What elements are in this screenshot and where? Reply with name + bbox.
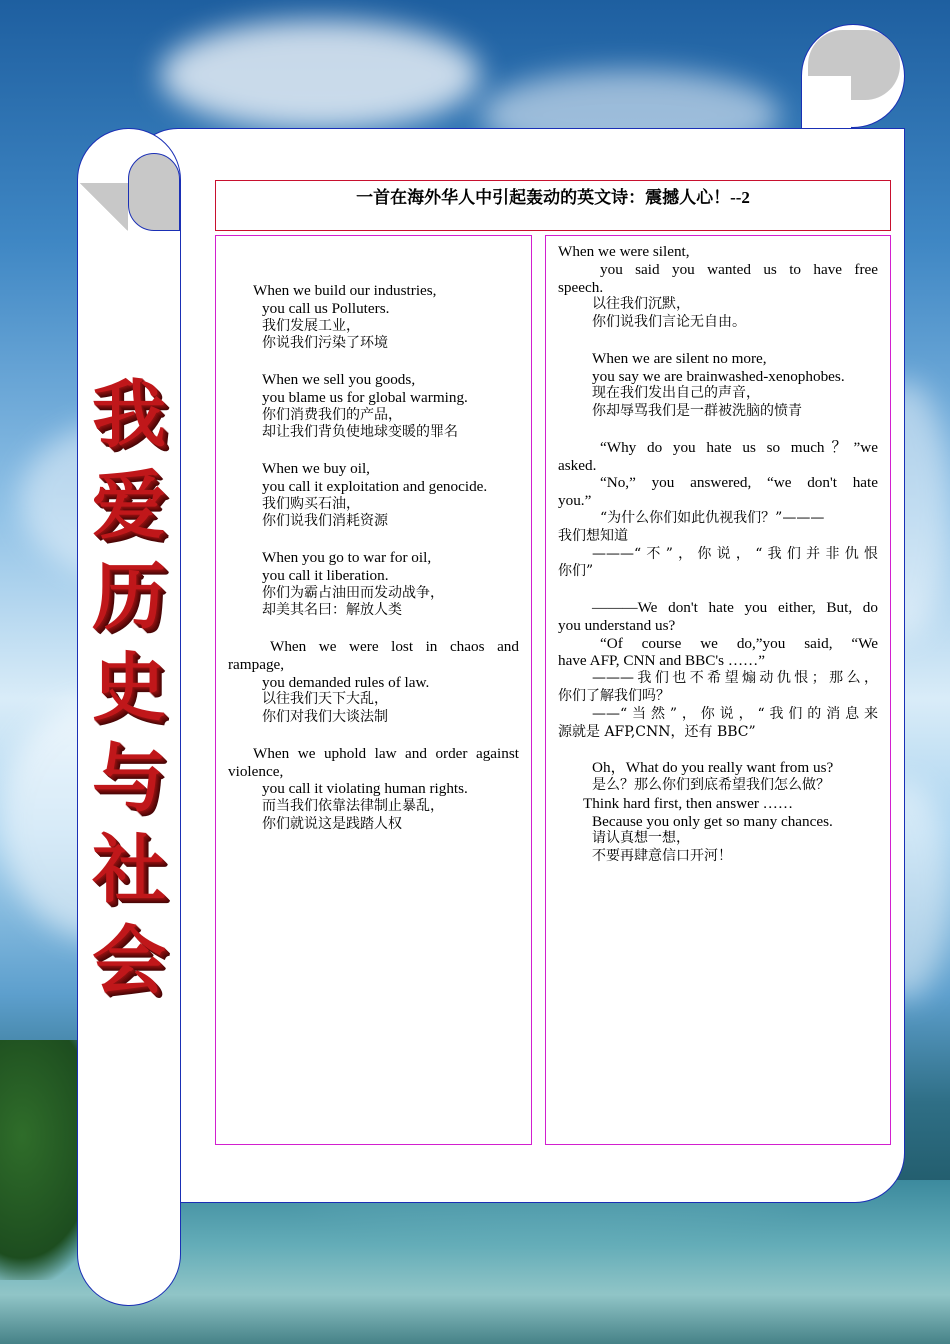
poem-line: you say we are brainwashed-xenophobes.: [592, 367, 845, 385]
stanza-gap: [228, 442, 519, 460]
poem-line: you.”: [558, 492, 592, 510]
poem-line: you said you wanted us to have free: [600, 260, 878, 278]
poem-line: 不要再肆意信口开河！: [592, 848, 732, 865]
poem-line: ——“当然”，你说，“我们的消息来: [592, 705, 878, 722]
poem-title-text: 一首在海外华人中引起轰动的英文诗：震撼人心！--2: [356, 188, 750, 207]
poem-line: 你们说我们消耗资源: [262, 513, 388, 530]
vertical-title-char: 社: [92, 827, 166, 913]
poem-line: 却美其名曰：解放人类: [262, 602, 402, 619]
poem-line: When we build our industries,: [253, 282, 437, 299]
scroll-curl-top-left: [128, 153, 180, 231]
stanza-gap: [228, 353, 519, 371]
poem-line: 以往我们沉默，: [592, 296, 690, 313]
poem-line: violence,: [228, 762, 284, 780]
vertical-title-char: 会: [92, 918, 166, 1004]
poem-line: 你却辱骂我们是一群被洗脑的愤青: [592, 403, 802, 420]
poem-line: 你们为霸占油田而发动战争，: [262, 584, 444, 601]
poem-line: When we were lost in chaos and: [270, 637, 519, 655]
poem-line: you understand us?: [558, 616, 676, 634]
stanza-gap: [558, 581, 878, 599]
poem-line: rampage,: [228, 655, 285, 673]
poem-line: you blame us for global warming.: [262, 388, 468, 406]
poem-line: 现在我们发出自己的声音，: [592, 385, 760, 402]
poem-line: 你们消费我们的产品，: [262, 406, 402, 423]
poem-line: 你们对我们大谈法制: [262, 709, 388, 726]
poem-column-left: [215, 235, 532, 1145]
poem-line: 却让我们背负使地球变暖的罪名: [262, 424, 458, 441]
poem-line: you demanded rules of law.: [262, 673, 430, 691]
poem-line: When we sell you goods,: [262, 370, 416, 388]
poem-line: “Why do you hate us so much？”we: [600, 438, 878, 456]
poem-line: “No,” you answered, “we don't hate: [600, 474, 878, 492]
stanza-gap: [228, 531, 519, 549]
stanza-gap: [228, 620, 519, 638]
poem-line: 我们想知道: [558, 527, 628, 544]
vertical-title-char: 爱: [92, 463, 166, 549]
vertical-title-char: 史: [92, 645, 166, 731]
poem-line: you call it liberation.: [262, 566, 389, 584]
poem-line: 我们发展工业，: [262, 317, 360, 334]
vertical-title-char: 历: [92, 554, 166, 640]
poem-line: ———我们也不希望煽动仇恨；那么，: [592, 670, 878, 687]
poem-line: When we were silent,: [558, 243, 690, 260]
poem-line: When we uphold law and order against: [253, 744, 519, 762]
poem-line: When you go to war for oil,: [262, 548, 432, 566]
stanza-gap: [558, 421, 878, 439]
poem-line: 你说我们污染了环境: [262, 335, 388, 352]
poem-line: 你们”: [558, 563, 594, 580]
poem-line: “为什么你们如此仇视我们？”———: [600, 509, 825, 526]
poem-line: speech.: [558, 278, 604, 296]
poem-line: 而当我们依靠法律制止暴乱，: [262, 798, 444, 815]
poem-line: you call it violating human rights.: [262, 780, 468, 798]
poem-title: [215, 180, 891, 231]
poem-line: 请认真想一想，: [592, 830, 690, 847]
poem-line: ———“不”，你说，“我们并非仇恨: [592, 545, 878, 562]
poem-line: Because you only get so many chances.: [592, 812, 833, 830]
poem-line: 你们就说这是践踏人权: [262, 815, 402, 832]
poem-line: you call it exploitation and genocide.: [262, 477, 488, 495]
poem-line: 我们购买石油，: [262, 495, 360, 512]
vertical-section-title: [80, 370, 178, 1007]
poem-line: 源就是 AFP,CNN，还有 BBC”: [558, 723, 756, 740]
poem-line: 以往我们天下大乱，: [262, 691, 388, 708]
poem-line: you call us Polluters.: [262, 299, 390, 317]
stanza-gap: [558, 741, 878, 759]
vertical-title-char: 与: [92, 736, 166, 822]
poem-line: When we are silent no more,: [592, 349, 767, 367]
poem-line: 你们了解我们吗？: [558, 687, 670, 704]
poem-line: “Of course we do,”you said, “We: [600, 634, 878, 652]
poem-line: 你们说我们言论无自由。: [592, 314, 746, 331]
poem-column-right: [545, 235, 891, 1145]
poem-line: have AFP, CNN and BBC's ……”: [558, 652, 765, 670]
stanza-gap: [558, 332, 878, 350]
poem-line: Oh，What do you really want from us?: [592, 759, 834, 777]
scroll-curl-fold: [80, 183, 128, 231]
poem-line: ———We don't hate you either, But, do: [592, 598, 878, 616]
poem-line: When we buy oil,: [262, 459, 370, 477]
vertical-title-char: 我: [92, 372, 166, 458]
poem-line: asked.: [558, 456, 597, 474]
poem-line: 是么？那么你们到底希望我们怎么做？: [592, 776, 830, 793]
poem-line: Think hard first, then answer ……: [583, 794, 794, 812]
stanza-gap: [228, 727, 519, 745]
